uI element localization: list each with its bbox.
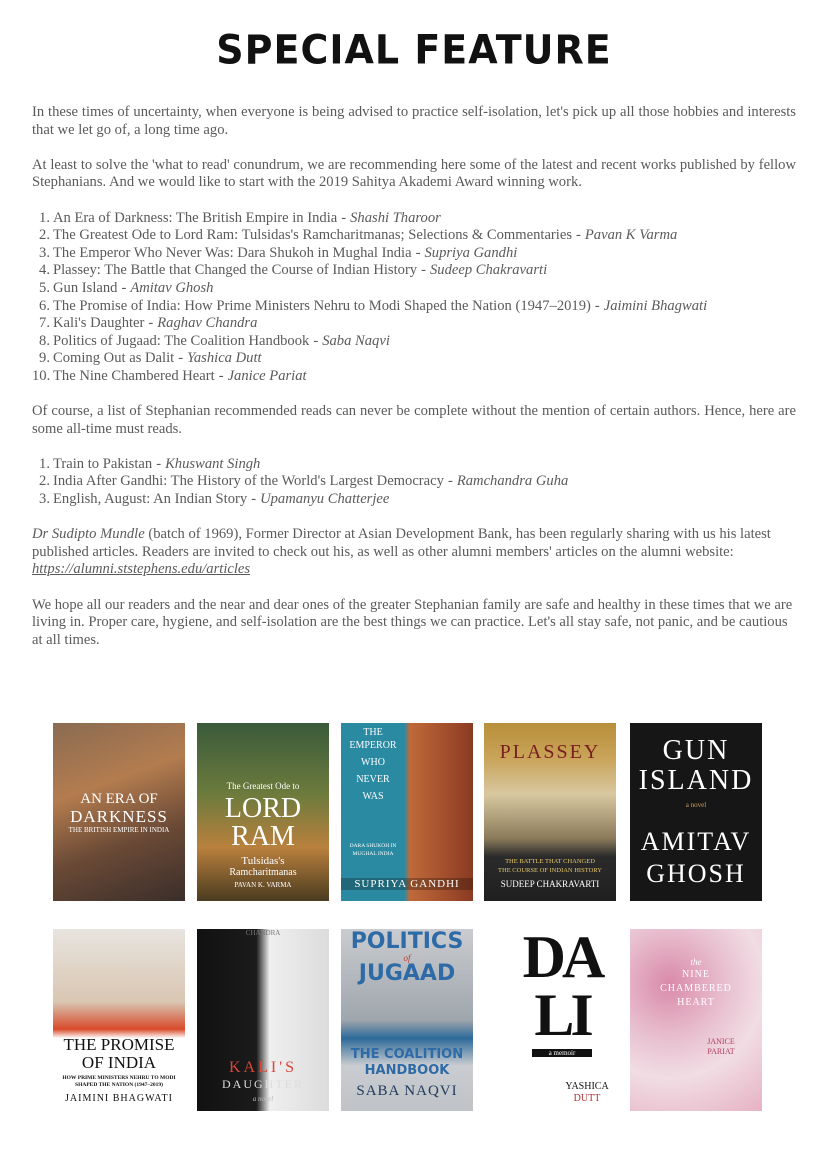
book-cover-gun-island: GUN ISLAND a novel AMITAV GHOSH — [630, 723, 762, 901]
list-item: 1. Train to Pakistan - Khuswant Singh — [39, 455, 261, 472]
list-item: 1. An Era of Darkness: The British Empire in India - Shashi Tharoor — [39, 209, 441, 226]
alumni-articles-link[interactable]: https://alumni.ststephens.edu/articles — [32, 561, 251, 578]
list-item: 3. English, August: An Indian Story - Upamanyu Chatterjee — [39, 491, 390, 508]
book-cover-era-of-darkness: AN ERA OF DARKNESS THE BRITISH EMPIRE IN INDIA — [53, 723, 185, 901]
list-item: 9. Coming Out as Dalit - Yashica Dutt — [39, 350, 262, 367]
book-cover-nine-chambered-heart: the NINE CHAMBERED HEART JANICE PARIAT — [630, 929, 762, 1111]
list-item: 2. India After Gandhi: The History of the World's Largest Democracy - Ramchandra Guha — [39, 473, 569, 490]
book-cover-lord-ram: The Greatest Ode to LORD RAM Tulsidas's Ramcharitmanas PAVAN K. VARMA — [197, 723, 329, 901]
closing-paragraph: We hope all our readers and the near and dear ones of the greater Stephanian family are safe and healthy in these times that we are living in. Proper care, hygiene, and self-isolation are the best things we can practice. Let's all stay safe, not panic, and be cautious at all times. — [32, 596, 793, 648]
classics-intro-paragraph: Of course, a list of Stephanian recommended reads can never be complete without the mention of certain authors. Hence, here are some all-time must reads. — [32, 403, 796, 437]
list-item: 4. Plassey: The Battle that Changed the Course of Indian History - Sudeep Chakravarti — [39, 262, 548, 279]
list-item: 3. The Emperor Who Never Was: Dara Shukoh in Mughal India - Supriya Gandhi — [39, 244, 518, 261]
mundle-paragraph: Dr Sudipto Mundle (batch of 1969), Former Director at Asian Development Bank, has been regularly sharing with us his latest published articles. Readers are invited to check out his, as well as other alumni members' articles on the alumni website: https://alumni.ststephens.edu/articles — [32, 526, 771, 578]
list-item: 10. The Nine Chambered Heart - Janice Pariat — [32, 367, 307, 384]
recent-books-list — [32, 210, 796, 386]
list-item: 7. Kali's Daughter - Raghav Chandra — [39, 315, 258, 332]
list-item: 8. Politics of Jugaad: The Coalition Handbook - Saba Naqvi — [39, 332, 390, 349]
list-item: 6. The Promise of India: How Prime Ministers Nehru to Modi Shaped the Nation (1947–2019) - Jaimini Bhagwati — [39, 297, 708, 314]
page-title: SPECIAL FEATURE — [216, 26, 612, 74]
book-cover-coming-out-as-dalit: DA LI a memoir YASHICA DUTT — [508, 929, 616, 1111]
book-cover-emperor-who-never-was: THE EMPEROR WHO NEVER WAS DARA SHUKOH IN MUGHAL INDIA SUPRIYA GANDHI — [341, 723, 473, 901]
article-body — [32, 104, 796, 667]
mundle-name: Dr Sudipto Mundle — [32, 526, 145, 543]
classics-books-list — [32, 456, 796, 509]
intro-paragraph-1: In these times of uncertainty, when everyone is being advised to practice self-isolation, let's pick up all those hobbies and interests that we let go of, a long time ago. — [32, 104, 796, 138]
book-cover-promise-of-india: THE PROMISE OF INDIA HOW PRIME MINISTERS NEHRU TO MODI SHAPED THE NATION (1947–2019) JAIMINI BHAGWATI — [53, 929, 185, 1111]
book-cover-politics-of-jugaad: POLITICS of JUGAAD THE COALITION HANDBOOK SABA NAQVI — [341, 929, 473, 1111]
book-cover-kalis-daughter: CHANDRA KALI'S DAUGHTER a novel — [197, 929, 329, 1111]
book-cover-plassey: PLASSEY THE BATTLE THAT CHANGED THE COURSE OF INDIAN HISTORY SUDEEP CHAKRAVARTI — [484, 723, 616, 901]
intro-paragraph-2: At least to solve the 'what to read' conundrum, we are recommending here some of the latest and recent works published by fellow Stephanians. And we would like to start with the 2019 Sahitya Akademi Award winning work. — [32, 156, 796, 191]
list-item: 2. The Greatest Ode to Lord Ram: Tulsidas's Ramcharitmanas; Selections & Commentaries - Pavan K Varma — [39, 227, 678, 244]
list-item: 5. Gun Island - Amitav Ghosh — [39, 279, 214, 296]
